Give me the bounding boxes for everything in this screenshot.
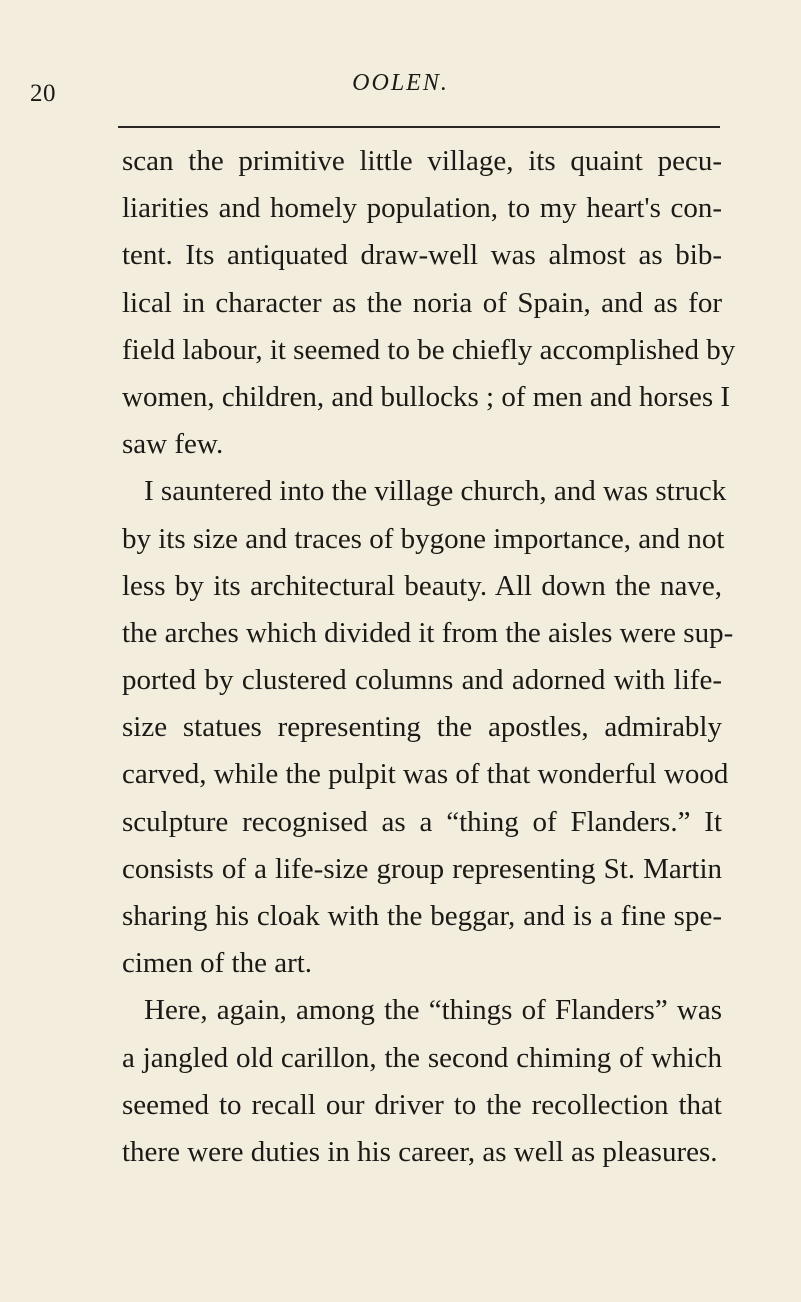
- text-line: cimen of the art.: [122, 947, 313, 980]
- text-line: there were duties in his career, as well as pleasures.: [122, 1135, 718, 1168]
- text-line: tent. Its antiquated draw-well was almost as bib-: [122, 239, 722, 272]
- text-line: a jangled old carillon, the second chiming of which: [122, 1041, 722, 1074]
- text-line: Here, again, among the “things of Flanders” was: [144, 994, 722, 1027]
- running-title: OOLEN.: [352, 70, 449, 96]
- text-line: scan the primitive little village, its quaint pecu-: [122, 145, 722, 177]
- text-line: the arches which divided it from the aisles were sup-: [122, 616, 734, 649]
- page-number: 20: [30, 80, 56, 107]
- text-line: lical in character as the noria of Spain, and as for: [122, 286, 722, 319]
- text-line: I sauntered into the village church, and was struck: [144, 475, 727, 508]
- text-line: sharing his cloak with the beggar, and is a fine spe-: [122, 900, 722, 932]
- text-line: less by its architectural beauty. All down the nave,: [122, 569, 722, 602]
- text-line: field labour, it seemed to be chiefly accomplished by: [122, 333, 736, 366]
- text-line: saw few.: [122, 428, 224, 461]
- text-line: carved, while the pulpit was of that wonderful wood: [122, 758, 729, 791]
- text-line: by its size and traces of bygone importance, and not: [122, 522, 725, 555]
- text-line: liarities and homely population, to my heart's con-: [122, 192, 722, 225]
- text-line: ported by clustered columns and adorned with life-: [122, 664, 722, 697]
- text-line: seemed to recall our driver to the recollection that: [122, 1088, 722, 1121]
- header-rule: [118, 126, 720, 128]
- text-line: women, children, and bullocks ; of men and horses I: [122, 380, 731, 413]
- body-text: [122, 138, 736, 1176]
- text-line: sculpture recognised as a “thing of Flanders.” It: [122, 805, 722, 838]
- text-line: size statues representing the apostles, admirably: [122, 711, 722, 744]
- text-line: consists of a life-size group representing St. Martin: [122, 852, 722, 885]
